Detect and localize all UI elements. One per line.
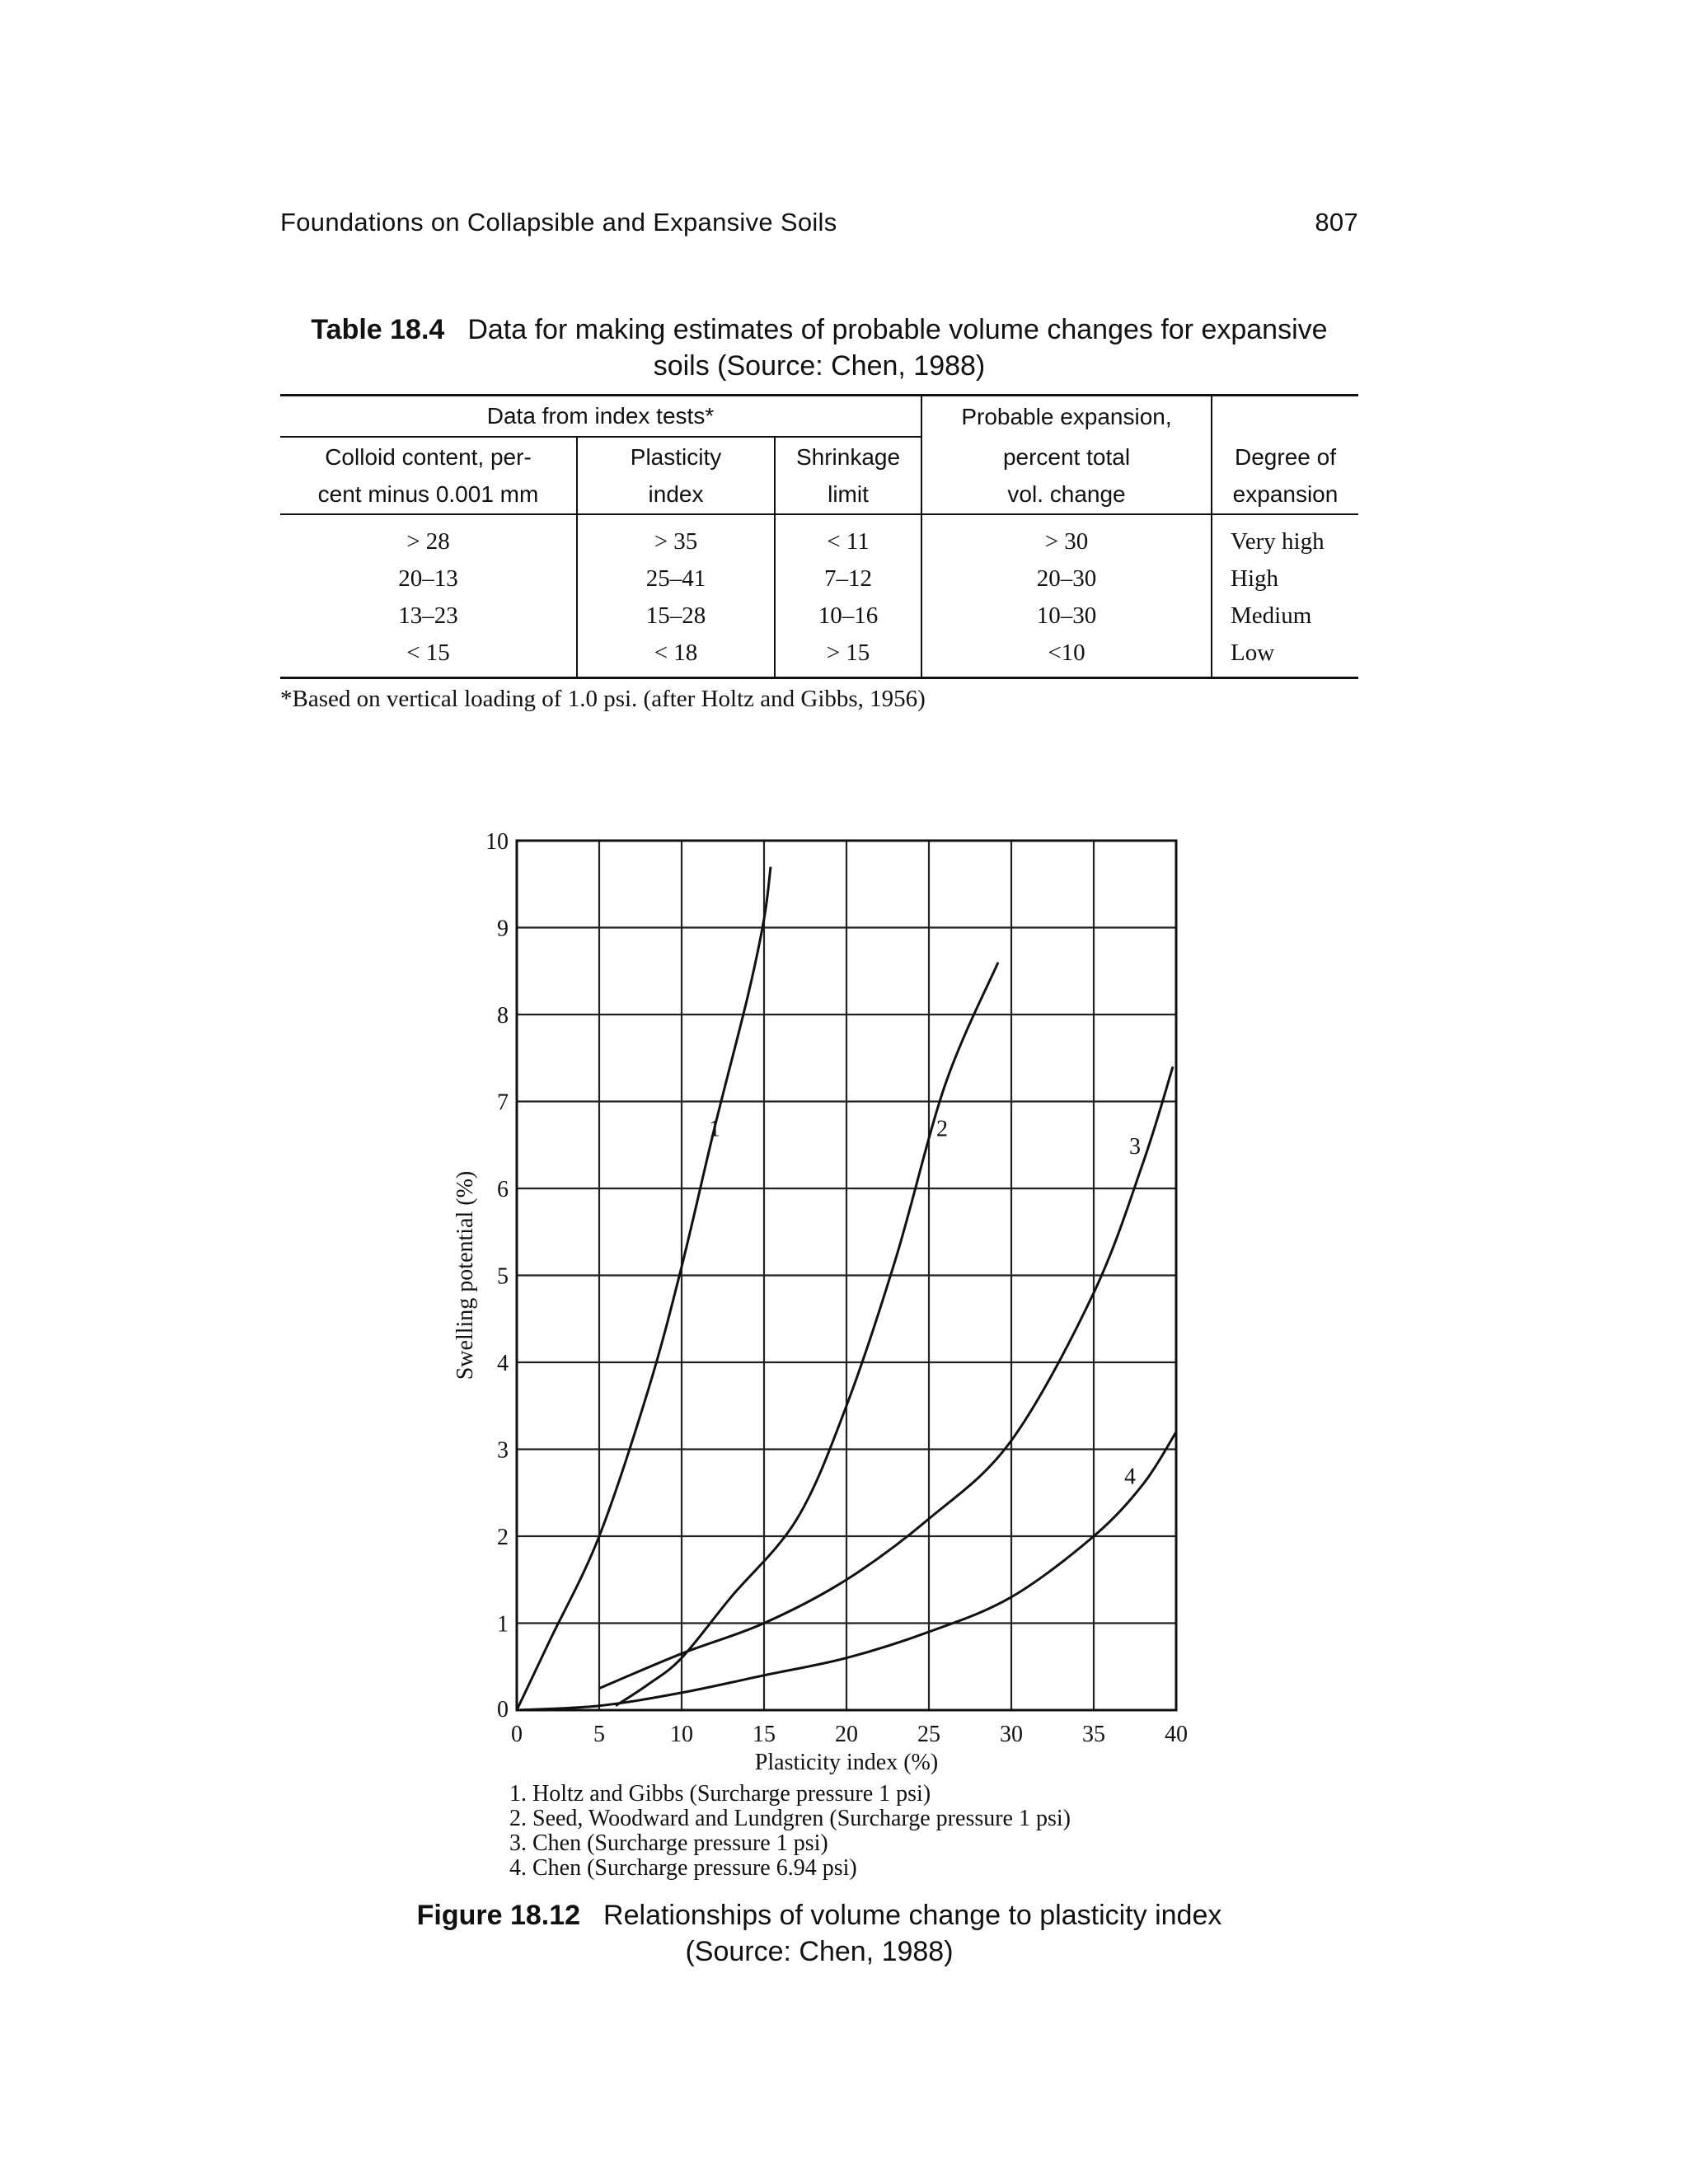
cell-colloid: > 28 (280, 514, 577, 560)
x-tick-label: 35 (1082, 1722, 1105, 1747)
cell-expansion: 10–30 (921, 598, 1212, 635)
figure-caption-line1: Relationships of volume change to plasticity index (603, 1900, 1222, 1931)
header-shrinkage-line1: Shrinkage (795, 444, 901, 470)
y-tick-label: 9 (497, 916, 509, 942)
x-tick-label: 10 (670, 1722, 693, 1747)
x-tick-label: 0 (511, 1722, 523, 1747)
y-tick-label: 1 (497, 1611, 509, 1638)
y-tick-label: 7 (497, 1090, 509, 1116)
curve-label-4: 4 (1124, 1464, 1136, 1490)
y-tick-label: 10 (485, 829, 509, 855)
curve-label-1: 1 (709, 1116, 720, 1142)
header-degree-line1: Degree of (1235, 443, 1336, 470)
y-tick-label: 0 (497, 1697, 509, 1722)
cell-plasticity: 25–41 (577, 560, 775, 598)
cell-expansion: > 30 (921, 514, 1212, 560)
legend-item-1: 1. Holtz and Gibbs (Surcharge pressure 1 psi) (509, 1781, 931, 1807)
x-tick-label: 20 (835, 1722, 858, 1747)
cell-expansion: 20–30 (921, 560, 1212, 598)
header-expansion-line1: Probable expansion, (921, 396, 1212, 438)
cell-plasticity: < 18 (577, 635, 775, 678)
header-shrinkage-line2: limit (828, 481, 869, 507)
cell-degree: Very high (1231, 528, 1325, 555)
cell-colloid: < 15 (280, 635, 577, 678)
x-axis-label: Plasticity index (%) (754, 1750, 939, 1775)
cell-plasticity: > 35 (577, 514, 775, 560)
table-caption-line1: Data for making estimates of probable volume changes for expansive (467, 314, 1328, 345)
figure-legend (509, 1782, 1071, 1881)
running-title: Foundations on Collapsible and Expansive Soils (280, 208, 837, 237)
group-header-index-tests: Data from index tests* (280, 396, 921, 438)
table-label: Table 18.4 (311, 314, 445, 345)
x-tick-label: 15 (753, 1722, 776, 1747)
header-plasticity-line2: index (648, 481, 704, 507)
y-tick-label: 4 (497, 1351, 509, 1376)
table-caption-line2: soils (Source: Chen, 1988) (653, 350, 986, 382)
series-2-curve (616, 963, 998, 1706)
y-tick-label: 6 (497, 1177, 509, 1202)
curve-label-3: 3 (1129, 1133, 1141, 1160)
header-colloid-line1: Colloid content, per- (325, 444, 532, 470)
y-tick-label: 2 (497, 1525, 509, 1550)
cell-degree: Medium (1231, 602, 1312, 629)
page-number: 807 (1315, 208, 1358, 237)
y-tick-label: 5 (497, 1263, 509, 1290)
x-tick-label: 25 (917, 1722, 940, 1747)
legend-item-2: 2. Seed, Woodward and Lundgren (Surcharge pressure 1 psi) (509, 1806, 1071, 1831)
cell-shrinkage: > 15 (775, 635, 921, 678)
series-1-curve (517, 867, 771, 1710)
figure-caption (280, 1897, 1358, 1970)
header-degree-line2: expansion (1232, 480, 1339, 507)
y-tick-label: 8 (497, 1003, 509, 1029)
cell-shrinkage: 7–12 (775, 560, 921, 598)
x-tick-label: 5 (593, 1722, 605, 1747)
curve-label-2: 2 (936, 1116, 948, 1142)
cell-plasticity: 15–28 (577, 598, 775, 635)
figure-label: Figure 18.12 (416, 1900, 581, 1931)
header-expansion-line2: percent total (1002, 443, 1131, 470)
x-tick-label: 30 (1000, 1722, 1023, 1747)
y-tick-label: 3 (497, 1437, 509, 1464)
cell-colloid: 20–13 (280, 560, 577, 598)
figure-caption-line2: (Source: Chen, 1988) (685, 1936, 954, 1967)
x-tick-label: 40 (1165, 1722, 1188, 1747)
cell-expansion: <10 (921, 635, 1212, 678)
table-footnote: *Based on vertical loading of 1.0 psi. (after Holtz and Gibbs, 1956) (280, 686, 926, 712)
header-plasticity-line1: Plasticity (630, 444, 722, 470)
series-3-curve (599, 1066, 1173, 1688)
cell-degree: High (1231, 565, 1278, 592)
header-expansion-line3: vol. change (1007, 480, 1126, 507)
header-colloid-line2: cent minus 0.001 mm (317, 481, 539, 507)
cell-shrinkage: < 11 (775, 514, 921, 560)
legend-item-4: 4. Chen (Surcharge pressure 6.94 psi) (509, 1855, 857, 1881)
cell-shrinkage: 10–16 (775, 598, 921, 635)
legend-item-3: 3. Chen (Surcharge pressure 1 psi) (509, 1830, 828, 1856)
cell-degree: Low (1231, 640, 1275, 666)
y-axis-label: Swelling potential (%) (452, 1170, 478, 1380)
cell-colloid: 13–23 (280, 598, 577, 635)
